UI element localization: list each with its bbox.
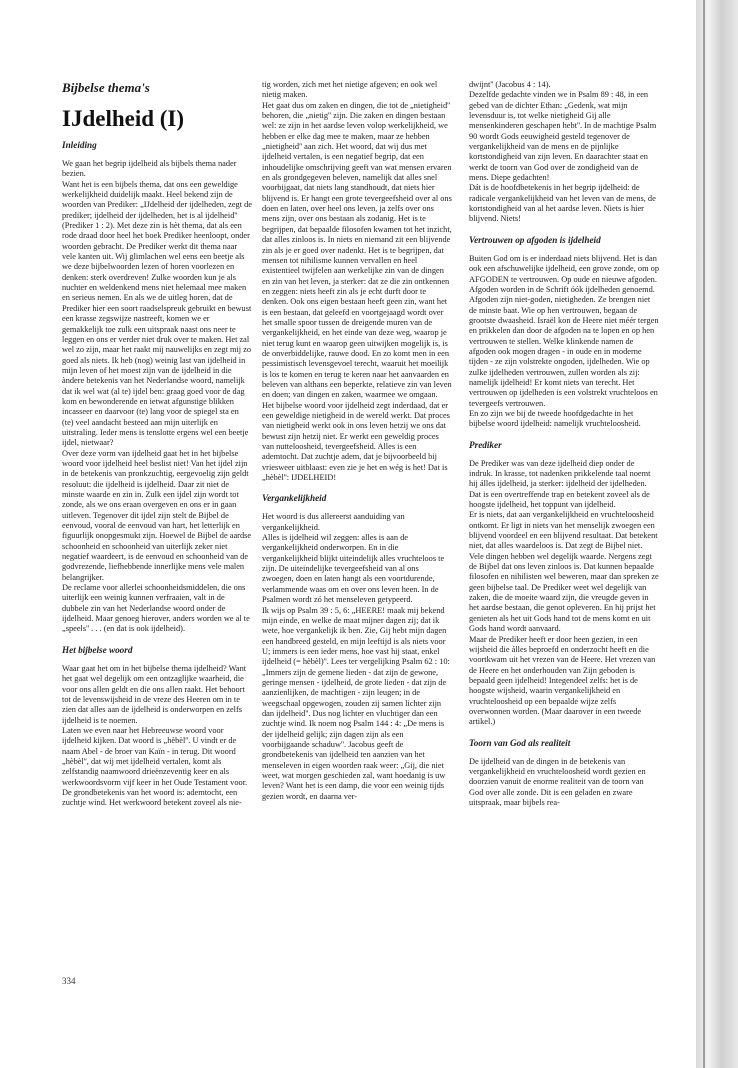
body-paragraph: De Prediker was van deze ijdelheid diep onder de indruk. In krasse, tot nadenken prikkelende taal noemt hij álles ijdelheid, ja sterker: ijdelheid der ijdelheden. Dat is een overtreffende trap en betekent zoveel als de hoogste ijdelheid, het toppunt van ijdelheid. <box>469 458 651 510</box>
column-1 <box>62 80 252 1030</box>
column-3-body <box>469 80 659 808</box>
body-paragraph: tig worden, zich met het nietige afgeven; en ook wel nietig maken. <box>262 80 438 100</box>
article-title: IJdelheid (I) <box>62 106 185 131</box>
body-paragraph: Het woord is dus allereerst aanduiding van vergankelijkheid. <box>262 512 405 532</box>
body-paragraph: We gaan het begrip ijdelheid als bijbels thema nader bezien. <box>62 159 237 179</box>
section-heading: Toorn van God als realiteit <box>469 737 571 748</box>
body-paragraph: De reclame voor allerlei schoonheidsmiddelen, die ons uiterlijk een weinig kunnen verfraaien, valt in de dubbele zin van het Nederlandse woord onder de ijdelheid. Maar genoeg hierover, anders worden we al te „speels'' . . . (en dat is ook ijdelheid). <box>62 583 250 634</box>
body-paragraph: Het bijbelse woord voor ijdelheid zegt inderdaad, dat er een geweldige nietigheid in de wereld werkt. Dat proces van nietigheid werkt ook in ons leven hetzij we ons dat bewust zijn hetzij niet. Er werkt een geweldig proces van nutteloosheid, tevergeefsheid. Alles is een ademtocht. Dat zuchtje adem, dat je bijvoorbeeld bij vriesweer uitblaast: even zie je het en wég is het! Dat is „hèbèl'': IJDELHEID! <box>262 400 450 483</box>
section-heading: Vergankelijkheid <box>262 493 327 504</box>
body-paragraph: Het gaat dus om zaken en dingen, die tot de „nietigheid'' behoren, die „nietig'' zijn. Die zaken en dingen bestaan wel: ze zijn in het aardse leven volop werkelijkheid, we hebben er elke dag mee te maken, maar ze hebben „nietigheid'' aan zich. Het woord, dat wij dus met ijdelheid vertalen, is een negatief begrip, dat een inhoudelijke omschrijving geeft van wat mensen ervaren en als grondgegeven beleven, namelijk dat alles snel voorbijgaat, dat niets lang standhoudt, dat niets hier blijvend is. Er hangt een grote tevergeefsheid over al ons doen en laten, over heel ons leven, ja zelfs over ons mens zijn, over ons bestaan als zodanig. Het is te begrijpen, dat bepaalde filosofen kwamen tot het inzicht, dat alles zinloos is. In niets en niemand zit een blijvende zin als je er goed over nadenkt. Het is te begrijpen, dat mensen tot nihilisme kunnen vervallen en heel existentieel twijfelen aan werkelijke zin van de dingen en zin van het leven, ja sterker: dat ze die zin ontkennen en zeggen: niets heeft zin als je echt durft door te denken. Ook ons eigen bestaan heeft geen zin, want het is een bestaan, dat geleefd en voortgejaagd wordt over het smalle spoor tussen de dreigende muren van de vergankelijkheid, en het einde van deze weg, waarop je niet terug kunt en waarop geen uitwijken mogelijk is, is de onverbiddelijke, rauwe dood. En zo komt men in een pessimistisch levensgevoel terecht, waaruit het moeilijk is los te komen en terug te keren naar het aanvaarden en beleven van althans een beperkte, relatieve zin van leven en doen; van dingen en zaken, waarmee we omgaan. <box>262 100 452 400</box>
section-heading: Het bijbelse woord <box>62 644 133 655</box>
body-paragraph: dwijnt'' (Jacobus 4 : 14). <box>469 80 551 89</box>
body-paragraph: Buiten God om is er inderdaad niets blijvend. Het is dan ook een afschuwelijke ijdelheid, een grove zonde, om op AFGODEN te vertrouwen. Op oude en nieuwe afgoden. Afgoden worden in de Schrift óók ijdelheden genoemd. Afgoden zijn niet-goden, nietigheden. Ze brengen niet de minste baat. Wie op hen vertrouwen, begaan de grootste dwaasheid. Israël kon de Heere niet méér tergen en prikkelen dan door de afgoden na te lopen en op hen vertrouwen te stellen. Welke klinkende namen de afgoden ook mogen dragen - in oude en in moderne tijden - ze zijn volstrekte ongoden, ijdelheden. Wie op zulke ijdelheden vertrouwen, zullen worden als zij: namelijk ijdelheid! Er komt niets van terecht. Het vertrouwen op ijdelheden is een volstrekt vruchteloos en tevergeefs vertrouwen. <box>469 253 659 408</box>
section-label: Bijbelse thema's <box>62 80 150 95</box>
body-paragraph: Over deze vorm van ijdelheid gaat het in het bijbelse woord voor ijdelheid heel beslist niet! Van het ijdel zijn in de betekenis van pronkzuchtig, eergevoelig zijn geldt resoluut: die ijdelheid is ijdelheid. Daar zit niet de minste waarde en zin in. Zulk een ijdel zijn wordt tot zonde, als we ons eraan overgeven en ons er in gaan uitleven. Tegenover dit ijdel zijn stelt de Bijbel de eenvoud, vooral de eenvoud van hart, het letterlijk en figuurlijk onopgesmukt zijn. Hoewel de Bijbel de aardse schoonheid en schoonheid van uiterlijk zeker niet negatief waardeert, is de eenvoud en schoonheid van de godvrezende, liefhebbende innerlijke mens vele malen belangrijker. <box>62 448 252 582</box>
section-heading: Inleiding <box>62 140 97 150</box>
body-paragraph: Ik wijs op Psalm 39 : 5, 6: „HEERE! maak mij bekend mijn einde, en welke de maat mijner dagen zij; dat ik wete, hoe vergankelijk ik ben. Zie, Gij hebt mijn dagen een handbreed gesteld, en mijn leeftijd is als niets voor U; immers is een ieder mens, hoe vast hij staat, enkel ijdelheid (= hèbèl)''. Lees ter vergelijking Psalm 62 : 10: „Immers zijn de gemene lieden - dat zijn de gewone, geringe mensen - ijdelheid, de grote lieden - dat zijn de aanzienlijken, de machtigen - zijn leugen; in de weegschaal opgewogen, zouden zij samen lichter zijn dan ijdelheid''. Dus nog lichter en vluchtiger dan een zuchtje wind. Ik noem nog Psalm 144 : 4: „De mens is der ijdelheid gelijk; zijn dagen zijn als een voorbijgaande schaduw''. Jacobus geeft de grondbetekenis van ijdelheid ten aanzien van het menseleven in eigen woorden raak weer: „Gij, die niet weet, wat morgen geschieden zal, want hoedanig is uw leven? Want het is een damp, die voor een weinig tijds gezien wordt, en daarna ver- <box>262 605 450 801</box>
page-number: 334 <box>62 976 76 986</box>
body-paragraph: Waar gaat het om in het bijbelse thema ijdelheid? Want het gaat wel degelijk om een ontzaglijke waarheid, die voor ons allen geldt en die ons allen raakt. Het behoort tot de levenswijsheid in de vreze des Heeren om in te zien dat alles aan de ijdelheid is onderworpen en zelfs ijdelheid is te noemen. <box>62 663 247 725</box>
column-2-body <box>262 80 452 802</box>
column-1-body <box>62 139 252 809</box>
body-paragraph: Alles is ijdelheid wil zeggen: alles is aan de vergankelijkheid onderworpen. En in die vergankelijkheid blijkt uiteindelijk alles vruchteloos te zijn. De uiteindelijke tevergeefsheid van al ons zwoegen, doen en laten hangt als een voortdurende, verlammende waas om en over ons leven heen. In de Psalmen wordt zó het menseleven getypeerd. <box>262 533 445 605</box>
section-heading: Prediker <box>469 439 502 450</box>
page-edge-line <box>703 0 705 1068</box>
body-paragraph: Er is niets, dat aan vergankelijkheid en vruchteloosheid ontkomt. Er ligt in niets van het menselijk zwoegen een blijvend voordeel en een blijvend resultaat. Dat betekent niet, dat alles waardeloos is. Dat zegt de Bijbel niet. Vele dingen hebben wel degelijk waarde. Nergens zegt de Bijbel dat ons leven zinloos is. Dat kunnen bepaalde filosofen en nihilisten wel beweren, maar dan spreken ze geen bijbelse taal. De Prediker weet wel degelijk van zaken, die de moeite waard zijn, die vreugde geven in het aardse bestaan, die genot opleveren. En hij prijst het genieten als het uit Gods hand tot de mens komt en uit Gods hand wordt aanvaard. <box>469 510 659 634</box>
column-2 <box>262 80 452 1030</box>
body-paragraph: De ijdelheid van de dingen in de betekenis van vergankelijkheid en vruchteloosheid wordt gezien en doorzien vanuit de enorme realiteit van de toorn van God over alle zonde. Dit is een geladen en zware uitspraak, maar bijbels rea- <box>469 756 646 807</box>
body-paragraph: En zo zijn we bij de tweede hoofdgedachte in het bijbelse woord ijdelheid: namelijk vruchteloosheid. <box>469 408 641 429</box>
body-paragraph: Dezelfde gedachte vinden we in Psalm 89 : 48, in een gebed van de dichter Ethan: „Gedenk, wat mijn levensduur is, tot welke nietigheid Gij alle mensenkinderen geschapen hebt''. In de machtige Psalm 90 wordt Gods eeuwigheid gesteld tegenover de vergankelijkheid van de mens en de pijnlijke kortstondigheid van zijn leven. En daarachter staat en werkt de toorn van God over de zondigheid van de mens. Diepe gedachten! <box>469 90 657 183</box>
body-paragraph: Maar de Prediker heeft er door heen gezien, in een wijsheid die álles beproefd en onderzocht heeft en die voortkwam uit het vrezen van de Heere. Het vrezen van de Heere en het onderhouden van Zijn geboden is bepaald geen ijdelheid! Integendeel zelfs: het is de hoogste wijsheid, waarin vergankelijkheid en vruchteloosheid op een bepaalde wijze zelfs overwonnen worden. (Maar daarover in een tweede artikel.) <box>469 634 656 727</box>
column-3 <box>469 80 659 1030</box>
body-paragraph: Want het is een bijbels thema, dat ons een geweldige werkelijkheid duidelijk maakt. Heel bekend zijn de woorden van Prediker: „IJdelheid der ijdelheden, zegt de prediker; ijdelheid der ijdelheden, het is al ijdelheid'' (Prediker 1 : 2). Met deze zin is hèt thema, dat als een rode draad door heel het boek Prediker heenloopt, onder woorden gebracht. De Prediker werkt dit thema naar vele kanten uit. Wij glimlachen wel eens een beetje als we deze bijbelwoorden lezen of horen voorlezen en denken: sterk overdreven! Zulke woorden kun je als nuchter en weldenkend mens niet helemaal mee maken en serieus nemen. En als we de uitleg horen, dat de Prediker hier een soort raadselspreuk gebruikt en bewust een krasse zegswijze nastreeft, komen we er gemakkelijk toe zulk een uitspraak naast ons neer te leggen en ons er verder niet druk over te maken. Het zal wel zo zijn, maar het raakt mij nauwelijks en zegt mij zo goed als niets. Ik heb (nog) weinig last van ijdelheid in mijn leven of het moest zijn van de ijdelheid in die àndere betekenis van het Nederlandse woord, namelijk dat ik wel wat (al te) ijdel ben: graag goed voor de dag kom en bewonderende en ietwat afgunstige blikken incasseer en daarvoor (te) lang voor de spiegel sta en (te) veel aandacht besteed aan mijn uiterlijk en uitstraling. Ieder mens is tenslotte ergens wel een beetje ijdel, nietwaar? <box>62 179 252 448</box>
section-heading: Vertrouwen op afgoden is ijdelheid <box>469 234 601 245</box>
magazine-page <box>62 80 686 1040</box>
body-paragraph: Dát is de hoofdbetekenis in het begrip ijdelheid: de radicale vergankelijkheid van het leven van de mens, de kortstondigheid van al het aardse leven. Niets is hier blijvend. Niets! <box>469 183 656 224</box>
body-paragraph: Laten we even naar het Hebreeuwse woord voor ijdelheid kijken. Dat woord is „hèbèl''. U vindt er de naam Abel - de broer van Kaïn - in terug. Dit woord „hèbèl'', dat wij met ijdelheid vertalen, komt als zelfstandig naamwoord drieënzeventig keer en als werkwoordsvorm vijf keer in het Oude Testament voor. De grondbetekenis van het woord is: ademtocht, een zuchtje wind. Het werkwoord betekent zoveel als nie- <box>62 725 248 808</box>
